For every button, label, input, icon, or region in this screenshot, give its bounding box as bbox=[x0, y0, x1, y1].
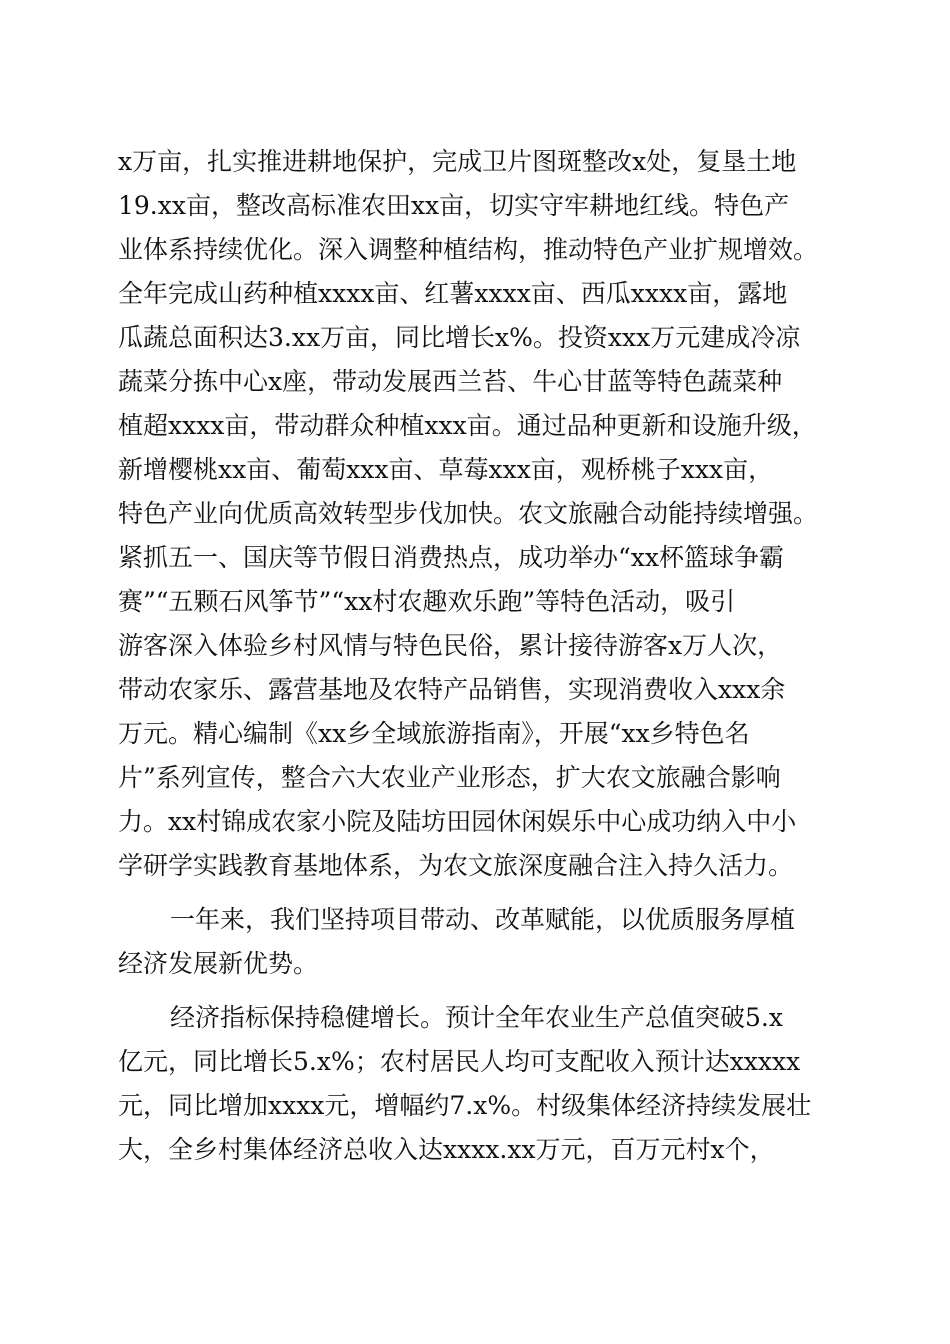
text-line: 赛”“五颗石风筝节”“xx村农趣欢乐跑”等特色活动，吸引 bbox=[118, 587, 736, 616]
text-line: 经济发展新优势。 bbox=[118, 949, 319, 978]
text-line: 一年来，我们坚持项目带动、改革赋能，以优质服务厚植 bbox=[170, 905, 796, 934]
text-line: 亿元，同比增长5.x%；农村居民人均可支配收入预计达xxxxx bbox=[118, 1047, 801, 1076]
text-line: 元，同比增加xxxx元，增幅约7.x%。村级集体经济持续发展壮 bbox=[118, 1091, 812, 1120]
text-line: 全年完成山药种植xxxx亩、红薯xxxx亩、西瓜xxxx亩，露地 bbox=[118, 279, 788, 308]
text-line: 植超xxxx亩，带动群众种植xxx亩。通过品种更新和设施升级， bbox=[118, 411, 817, 440]
text-line: 特色产业向优质高效转型步伐加快。农文旅融合动能持续增强。 bbox=[118, 499, 819, 528]
text-line: 带动农家乐、露营基地及农特产品销售，实现消费收入xxx余 bbox=[118, 675, 786, 704]
text-line: 力。xx村锦成农家小院及陆坊田园休闲娱乐中心成功纳入中小 bbox=[118, 807, 797, 836]
text-line: 片”系列宣传，整合六大农业产业形态，扩大农文旅融合影响 bbox=[118, 763, 781, 792]
text-line: 业体系持续优化。深入调整种植结构，推动特色产业扩规增效。 bbox=[118, 235, 819, 264]
text-line: 紧抓五一、国庆等节假日消费热点，成功举办“xx杯篮球争霸 bbox=[118, 543, 784, 572]
text-line: 19.xx亩，整改高标准农田xx亩，切实守牢耕地红线。特色产 bbox=[118, 191, 790, 220]
text-line: 游客深入体验乡村风情与特色民俗，累计接待游客x万人次， bbox=[118, 631, 783, 660]
text-line: 瓜蔬总面积达3.xx万亩，同比增长x%。投资xxx万元建成冷凉 bbox=[118, 323, 801, 352]
text-line: 学研学实践教育基地体系，为农文旅深度融合注入持久活力。 bbox=[118, 851, 794, 880]
text-line: 蔬菜分拣中心x座，带动发展西兰苔、牛心甘蓝等特色蔬菜种 bbox=[118, 367, 783, 396]
text-line: x万亩，扎实推进耕地保护，完成卫片图斑整改x处，复垦土地 bbox=[118, 147, 797, 176]
text-line: 经济指标保持稳健增长。预计全年农业生产总值突破5.x bbox=[170, 1003, 783, 1032]
text-line: 大，全乡村集体经济总收入达xxxx.xx万元，百万元村x个， bbox=[118, 1135, 775, 1164]
text-line: 万元。精心编制《xx乡全域旅游指南》，开展“xx乡特色名 bbox=[118, 719, 750, 748]
text-line: 新增樱桃xx亩、葡萄xxx亩、草莓xxx亩，观桥桃子xxx亩， bbox=[118, 455, 774, 484]
